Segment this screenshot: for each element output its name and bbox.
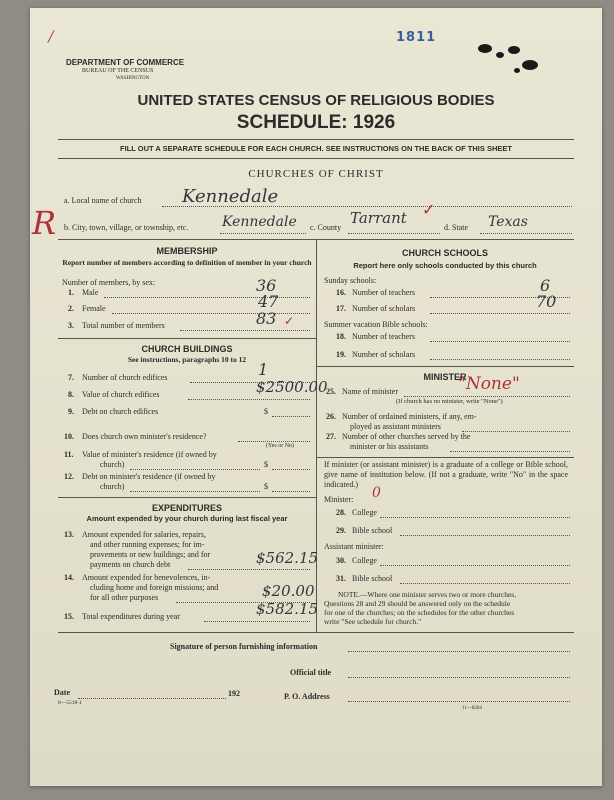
census-schedule-sheet: / 1811 DEPARTMENT OF COMMERCE BUREAU OF THE CENSUS WASHINGTON UNITED STATES CENSUS OF RELIGIOUS BODIES SCHEDULE: 1926 FILL OUT A SEPARATE SCHEDULE FOR EACH CHURCH. SEE INSTRUCTIONS ON THE BACK OF THIS SHEET CHURCHES OF CHRIST a. Local name of church Kennedale R b. City, town, village, or township, etc. Kennedale c. County Tarrant ✓ d. State Texas MEMBERSHIP Report number of members according to definition of member in your church Number of members, by sex: 1. Male 36 2. Female 47 3. Total number of members 83 ✓ CHURCH BUILDINGS See instructions, paragraphs 10 to 12 7. Number of church edifices 1 8. Value of church edifices $2500.00 9. Debt on church edifices $ 10. Does church own minister's residence? (Yes or No) 11. Value of minister's residence (if owned by church) $ 12. Debt on minister's residence (if owned by church) $ EXPENDITURES Amount expended by your church during last fiscal year 13. Amount expended for salaries, repairs, and other running expenses; for im- provements or new buildings; and for payments on church debt $562.15 14. Amount expended for benevolences, in- cluding home and foreign missions; and for all other purposes $20.00 15. Total expenditures during year $582.15 CHURCH SCHOOLS Report here only schools conducted by this church Sunday schools: 16. Number of teachers 6 17. Number of scholars 70 Summer vacation Bible schools: 18. Number of teachers 19. Number of scholars MINISTER 25. Name of minister "None" (If church has no minister, write "None") 26. Number of ordained ministers, if any, em- ployed as assistant ministers 27. Number of other churches served by the minister or his assistants If minister (or assistant minister) is a graduate of a college or Bible school, give name of institution below. (If not a graduate, write "No" in the space indicated.) Minister: 0 28. College 29. Bible school Assistant minister: 30. College 31. Bible school NOTE.—Where one minister serves two or more churches, Questions 28 and 29 should be answered only on the schedule for one of the churches; on the schedules for the other churches write "See schedule for church." Signature of person furnishing information Official title Date 192 P. O. Address 8—5518-1 11—8204 [30,8,602,786]
schools-note: Report here only schools conducted by this church [353,261,537,270]
residence-debt-field[interactable] [272,491,310,492]
buildings-note: See instructions, paragraphs 10 to 12 [127,355,247,364]
county-value[interactable]: Tarrant [350,209,407,227]
minister-heading: MINISTER [423,372,467,382]
margin-check-mark: / [46,25,56,49]
assistant-bible-school-label: Bible school [352,574,393,583]
bureau-name: BUREAU OF THE CENSUS [82,68,154,74]
edifices-value-label: Value of church edifices [82,390,160,399]
minister-bible-school-label: Bible school [352,526,393,535]
date-label: Date [54,688,70,697]
city-value[interactable]: Kennedale [222,214,297,230]
total-members-count[interactable]: 83 [256,309,277,328]
buildings-heading: CHURCH BUILDINGS [141,344,233,354]
form-title: UNITED STATES CENSUS OF RELIGIOUS BODIES [137,92,495,109]
po-address-field[interactable] [348,701,570,702]
minister-none-hint: (If church has no minister, write "None") [396,398,503,405]
print-code: 11—8204 [462,706,482,711]
signature-label: Signature of person furnishing information [170,642,318,651]
denomination-name: CHURCHES OF CHRIST [248,168,384,180]
sunday-scholars-count[interactable]: 70 [536,292,557,311]
male-label: Male [82,288,99,297]
summer-scholars-field[interactable] [430,359,570,360]
minister-subheading: Minister: [324,495,354,504]
margin-letter: R [32,204,57,242]
edifices-debt-label: Debt on church edifices [82,407,159,416]
female-label: Female [82,304,106,313]
edifices-label: Number of church edifices [82,373,168,382]
state-value[interactable]: Texas [488,214,528,230]
sunday-scholars-label: Number of scholars [352,304,416,313]
sunday-teachers-label: Number of teachers [352,288,416,297]
summer-schools-label: Summer vacation Bible schools: [324,320,428,329]
local-name-label: a. Local name of church [64,196,142,205]
minister-college-field[interactable] [380,517,570,518]
residence-value-field[interactable] [272,469,310,470]
date-field[interactable] [78,698,226,699]
summer-scholars-label: Number of scholars [352,350,416,359]
summer-teachers-field[interactable] [430,341,570,342]
assistant-minister-subheading: Assistant minister: [324,542,384,551]
sunday-schools-label: Sunday schools: [324,276,377,285]
assistant-college-field[interactable] [380,565,570,566]
yes-no-hint: (Yes or No) [266,443,295,449]
official-title-field[interactable] [348,677,570,678]
edifices-value[interactable]: $2500.00 [256,378,328,396]
bureau-city: WASHINGTON [116,76,150,81]
salaries-label: Amount expended for salaries, repairs, [82,530,206,539]
members-by-sex-label: Number of members, by sex: [62,278,156,287]
total-check-mark: ✓ [284,314,295,328]
membership-heading: MEMBERSHIP [156,246,218,256]
column-divider [316,240,317,632]
county-label: c. County [310,223,342,232]
other-churches-field[interactable] [450,451,570,452]
year-prefix: 192 [228,689,240,698]
po-address-label: P. O. Address [284,692,330,701]
city-label: b. City, town, village, or township, etc. [64,223,189,232]
minister-college-label: College [352,508,377,517]
total-expenditures-amount[interactable]: $582.15 [256,600,319,618]
graduate-instructions: If minister (or assistant minister) is a graduate of a college or Bible school, give name of institution below. (If not a graduate, write "No" in the space indicated.) [324,460,568,489]
edifices-debt-field[interactable] [272,416,310,417]
local-name-value[interactable]: Kennedale [182,186,279,207]
minister-name-value[interactable]: "None" [458,374,520,394]
expenditures-note: Amount expended by your church during last fiscal year [86,514,288,523]
assistant-bible-school-field[interactable] [400,583,570,584]
state-label: d. State [444,223,468,232]
total-expenditures-label: Total expenditures during year [82,612,180,621]
residence-field[interactable] [238,441,310,442]
minister-name-label: Name of minister [342,387,398,396]
schedule-title: SCHEDULE: 1926 [236,112,396,133]
assistant-ministers-field[interactable] [462,431,570,432]
minister-bible-school-field[interactable] [400,535,570,536]
residence-value-label: Value of minister's residence (if owned by [82,450,217,459]
edifices-count[interactable]: 1 [258,360,269,379]
residence-label: Does church own minister's residence? [82,432,207,441]
male-count[interactable]: 36 [256,276,277,295]
benevolences-amount[interactable]: $20.00 [262,582,315,600]
expenditures-heading: EXPENDITURES [151,503,222,513]
membership-note: Report number of members according to definition of member in your church [62,258,312,267]
stamp-number: 1811 [396,30,437,45]
assistant-ministers-label: Number of ordained ministers, if any, em- [342,412,477,421]
female-count[interactable]: 47 [258,292,279,311]
form-instruction: FILL OUT A SEPARATE SCHEDULE FOR EACH CHURCH. SEE INSTRUCTIONS ON THE BACK OF THIS SHEET [120,144,512,153]
department-name: DEPARTMENT OF COMMERCE [66,58,185,67]
county-check-mark: ✓ [422,202,436,219]
benevolences-label: Amount expended for benevolences, in- [82,573,211,582]
minister-education-value[interactable]: 0 [372,485,381,501]
salaries-amount[interactable]: $562.15 [256,549,319,567]
total-members-label: Total number of members [82,321,165,330]
form-number: 8—5518-1 [58,700,82,706]
sunday-teachers-count[interactable]: 6 [540,276,551,295]
official-title-label: Official title [290,668,332,677]
summer-teachers-label: Number of teachers [352,332,416,341]
signature-field[interactable] [348,651,570,652]
assistant-college-label: College [352,556,377,565]
other-churches-label: Number of other churches served by the [342,432,471,441]
schools-heading: CHURCH SCHOOLS [401,248,488,258]
residence-debt-label: Debt on minister's residence (if owned by [82,472,216,481]
